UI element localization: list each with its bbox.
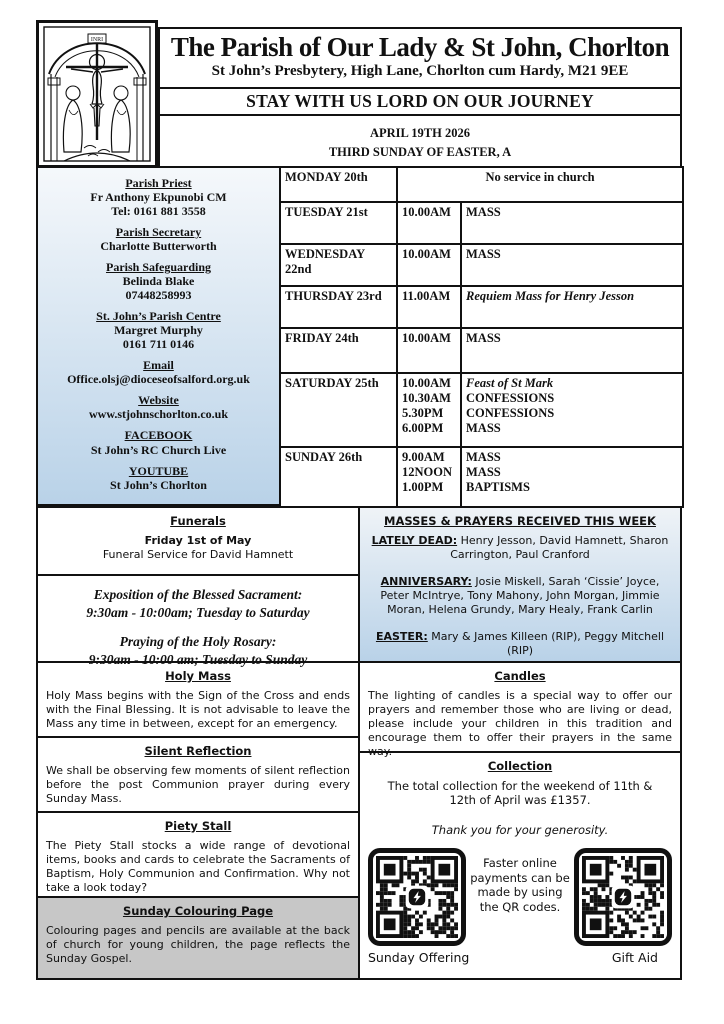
funerals-section (36, 506, 360, 576)
schedule-event: MASS MASS BAPTISMS (461, 447, 683, 507)
email-address: Office.olsj@dioceseofsalford.org.uk (67, 372, 250, 387)
mass-schedule (279, 166, 684, 508)
schedule-time: 10.00AM (397, 202, 461, 244)
website-url: www.stjohnschorlton.co.uk (88, 407, 229, 422)
parish-address: St John’s Presbytery, High Lane, Chorlton cum Hardy, M21 9EE (211, 63, 629, 80)
qr-note: Faster online payments can be made by using the QR codes. (470, 855, 570, 915)
table-row (280, 167, 683, 202)
candles-section (358, 663, 682, 759)
schedule-day: THURSDAY 23rd (280, 286, 397, 328)
section-body: The lighting of candles is a special way to offer our prayers and remember those who are living or dead, please include your children in this tradition and encourage them to offer their prayers in the same way. (368, 688, 672, 759)
table-row (280, 202, 683, 244)
contact-youtube: YOUTUBE St John’s Chorlton (110, 463, 207, 492)
schedule-day: WEDNESDAY 22nd (280, 244, 397, 286)
section-body: We shall be observing few moments of silent reflection before the post Communion prayer during every Sunday Mass. (46, 763, 350, 805)
contact-email: Email Office.olsj@dioceseofsalford.org.uk (46, 358, 271, 386)
bottom-sections (36, 506, 682, 980)
schedule-day: MONDAY 20th (280, 167, 397, 202)
section-heading: Sunday Colouring Page (122, 904, 274, 918)
table-row (280, 328, 683, 373)
header-right (158, 20, 682, 168)
easter-line: EASTER: Mary & James Killeen (RIP), Peggy Mitchell (RIP) (375, 630, 665, 658)
section-body: Colouring pages and pencils are available at the back of church for young children, the page reflects the Sunday Gospel. (46, 923, 350, 965)
lately-dead-line: LATELY DEAD: Henry Jesson, David Hamnett, Sharon Carrington, Paul Cranford (371, 533, 669, 561)
contact-parish-safeguarding: Parish Safeguarding Belinda Blake 07448258993 (105, 260, 211, 303)
funeral-date: Friday 1st of May (144, 533, 252, 547)
parish-title: The Parish of Our Lady & St John, Chorlton (170, 32, 670, 62)
qr-labels (368, 950, 672, 966)
section-heading: Candles (494, 669, 546, 683)
sunday-offering-qr-code (368, 848, 466, 946)
bottom-right-column (358, 506, 682, 980)
header (36, 20, 682, 168)
schedule-day: TUESDAY 21st (280, 202, 397, 244)
table-row (280, 286, 683, 328)
schedule-time: 10.00AM (397, 244, 461, 286)
collection-total: The total collection for the weekend of 11th & 12th of April was £1357. (387, 778, 653, 808)
contact-website: Website www.stjohnschorlton.co.uk (46, 393, 271, 421)
svg-text:INRI: INRI (90, 37, 104, 43)
silent-reflection-section (36, 738, 360, 813)
schedule-day: SUNDAY 26th (280, 447, 397, 507)
masthead (158, 27, 682, 89)
section-heading: Collection (487, 759, 553, 773)
anniversary-line: ANNIVERSARY: Josie Miskell, Sarah ‘Cissie’ Joyce, Peter McIntrye, Tony Mahony, John Morgan, Jimmie Moran, Helena Grundy, Mary Healy, Frank Carlin (380, 574, 660, 617)
collection-section (358, 753, 682, 980)
masses-prayers-section (358, 506, 682, 663)
table-row (280, 244, 683, 286)
newsletter-content (36, 20, 682, 980)
section-heading: MASSES & PRAYERS RECEIVED THIS WEEK (384, 514, 656, 528)
schedule-time: 9.00AM 12NOON 1.00PM (397, 447, 461, 507)
schedule-time: 11.00AM (397, 286, 461, 328)
schedule-time: 10.00AM (397, 328, 461, 373)
sunday-colouring-section (36, 898, 360, 980)
section-heading: Silent Reflection (144, 744, 252, 758)
issue-date: APRIL 19TH 2026 (369, 126, 470, 140)
contact-facebook: FACEBOOK St John’s RC Church Live (90, 428, 227, 457)
holy-mass-section (36, 663, 360, 738)
schedule-time: 10.00AM 10.30AM 5.30PM 6.00PM (397, 373, 461, 447)
schedule-event: Requiem Mass for Henry Jesson (461, 286, 683, 328)
section-body: The Piety Stall stocks a wide range of devotional items, books and cards to celebrate the Sacraments of Baptism, Holy Communion and Confirmation. Why not take a look today? (46, 838, 350, 894)
motto-banner: STAY WITH US LORD ON OUR JOURNEY (158, 89, 682, 116)
contact-parish-priest: Parish Priest Fr Anthony Ekpunobi CM Tel: 0161 881 3558 (90, 176, 227, 219)
section-body: Holy Mass begins with the Sign of the Cross and ends with the Final Blessing. It is not advisable to leave the Mass any time in between, except for an emergency. (46, 688, 350, 730)
schedule-event: MASS (461, 202, 683, 244)
thanks-note: Thank you for your generosity. (431, 823, 609, 838)
bottom-left-column (36, 506, 360, 980)
funeral-detail: Funeral Service for David Hamnett (102, 547, 294, 561)
schedule-event: Feast of St Mark CONFESSIONS CONFESSIONS MASS (461, 373, 683, 447)
schedule-day: FRIDAY 24th (280, 328, 397, 373)
sunday-offering-label: Sunday Offering (368, 949, 470, 965)
table-row (280, 447, 683, 507)
gift-aid-qr-code (574, 848, 672, 946)
schedule-day: SATURDAY 25th (280, 373, 397, 447)
contact-parish-secretary: Parish Secretary Charlotte Butterworth (100, 225, 217, 254)
qr-row (368, 848, 672, 946)
schedule-note: No service in church (397, 167, 683, 202)
piety-stall-section (36, 813, 360, 898)
section-heading: Funerals (170, 514, 226, 528)
section-heading: Holy Mass (165, 669, 231, 683)
schedule-event: MASS (461, 244, 683, 286)
issue-date-box (158, 116, 682, 168)
contact-parish-centre: St. John’s Parish Centre Margret Murphy 0161 711 0146 (96, 309, 221, 352)
schedule-event: MASS (461, 328, 683, 373)
section-heading: Piety Stall (164, 819, 232, 833)
gift-aid-label: Gift Aid (611, 949, 658, 965)
contacts-sidebar (36, 166, 281, 506)
crucifixion-stained-glass-image (36, 20, 158, 168)
table-row (280, 373, 683, 447)
liturgical-day: THIRD SUNDAY OF EASTER, A (328, 144, 512, 159)
middle-row (36, 166, 682, 508)
exposition-section: Exposition of the Blessed Sacrament: 9:30am - 10:00am; Tuesday to Saturday Praying of the Holy Rosary: 9:30am - 10:00 am; Tuesday to Sunday (36, 576, 360, 663)
